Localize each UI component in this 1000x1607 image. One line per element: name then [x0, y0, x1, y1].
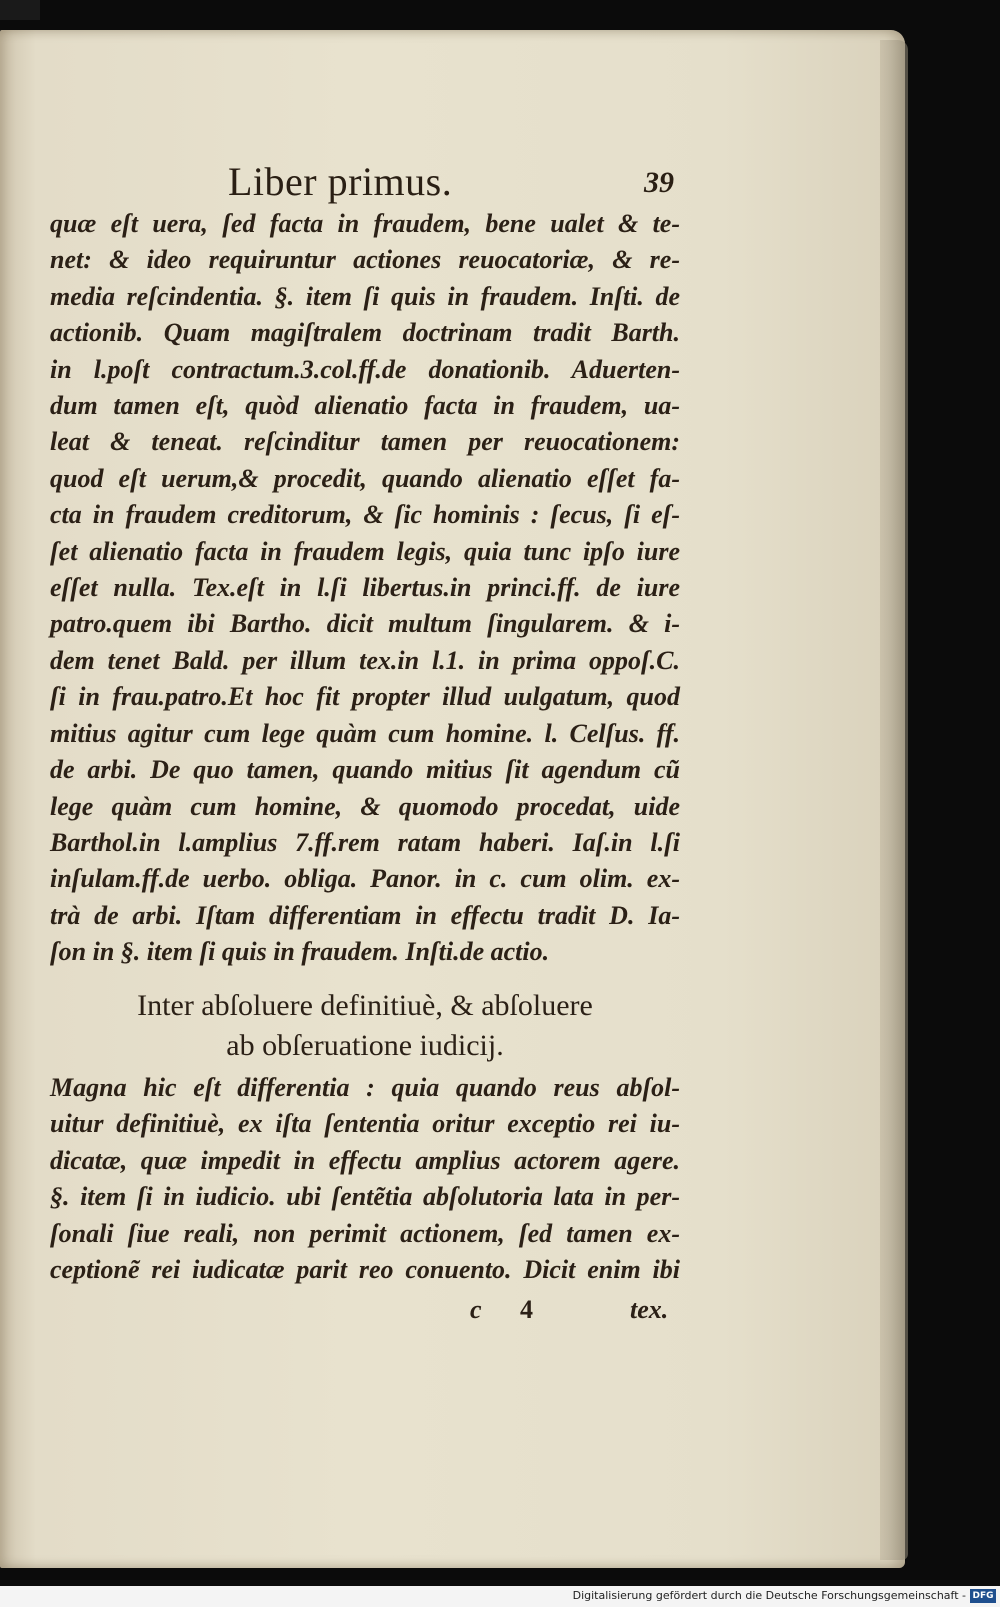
signature-line	[470, 1295, 680, 1329]
text-line: quod eſt uerum,& procedit, quando alienatio eſſet fa-	[50, 463, 680, 493]
folio-number: 39	[644, 166, 674, 199]
text-line: patro.quem ibi Bartho. dicit multum ſingularem. & i-	[50, 609, 680, 639]
section-heading-line: ab obſeruatione iudicij.	[226, 1029, 504, 1062]
text-line: quæ eſt uera, ſed facta in fraudem, bene ualet & te-	[50, 209, 680, 238]
text-line: uitur definitiuè, ex iſta ſententia oritur exceptio rei iu-	[50, 1109, 680, 1139]
text-line: ſet alienatio facta in fraudem legis, quia tunc ipſo iure	[50, 536, 680, 566]
text-line: net: & ideo requiruntur actiones reuocatoriæ, & re-	[50, 245, 680, 275]
section-heading	[50, 986, 680, 1066]
signature-mark: c	[470, 1295, 482, 1324]
text-line: eſſet nulla. Tex.eſt in l.ſi libertus.in princi.ff. de iure	[50, 573, 680, 603]
text-line: in l.poſt contractum.3.col.ff.de donationib. Aduerten-	[50, 354, 680, 384]
running-head-title: Liber primus.	[228, 159, 453, 204]
funding-notice: Digitalisierung gefördert durch die Deutsche Forschungsgemeinschaft -	[572, 1589, 966, 1602]
text-line: ſonali ſiue reali, non perimit actionem, ſed tamen ex-	[50, 1218, 680, 1248]
footer-bar	[0, 1586, 1000, 1607]
signature-number: 4	[520, 1295, 533, 1324]
text-line: lege quàm cum homine, & quomodo procedat, uide	[50, 791, 680, 821]
text-line: ſon in §. item ſi quis in fraudem. Inſti.de actio.	[50, 937, 550, 967]
text-line: ſi in frau.patro.Et hoc fit propter illud uulgatum, quod	[50, 682, 680, 712]
text-line: §. item ſi in iudicio. ubi ſentẽtia abſolutoria lata in per-	[50, 1182, 680, 1212]
section-heading-line: Inter abſoluere definitiuè, & abſoluere	[137, 989, 593, 1022]
text-line: actionib. Quam magiſtralem doctrinam tradit Barth.	[50, 318, 680, 348]
catchword: tex.	[630, 1295, 669, 1324]
text-line: inſulam.ff.de uerbo. obliga. Panor. in c. cum olim. ex-	[50, 864, 680, 894]
text-line: leat & teneat. reſcinditur tamen per reuocationem:	[50, 427, 680, 457]
scan-corner	[0, 0, 40, 20]
text-line: Magna hic eſt differentia : quia quando reus abſol-	[50, 1073, 680, 1102]
text-line: dem tenet Bald. per illum tex.in l.1. in prima oppoſ.C.	[50, 645, 680, 675]
text-line: Barthol.in l.amplius 7.ff.rem ratam haberi. Iaſ.in l.ſi	[50, 827, 680, 857]
text-line: dum tamen eſt, quòd alienatio facta in fraudem, ua-	[50, 391, 680, 421]
dfg-logo: DFG	[970, 1589, 996, 1603]
text-line: mitius agitur cum lege quàm cum homine. l. Celſus. ff.	[50, 718, 680, 748]
text-line: cta in fraudem creditorum, & ſic hominis : ſecus, ſi eſ-	[50, 500, 680, 530]
running-head	[0, 158, 905, 208]
body-text-block-1	[50, 206, 680, 971]
book-page	[0, 30, 905, 1568]
text-line: de arbi. De quo tamen, quando mitius ſit agendum cũ	[50, 755, 680, 785]
text-line: trà de arbi. Iſtam differentiam in effectu tradit D. Ia-	[50, 900, 680, 930]
body-text-block-2	[50, 1070, 680, 1288]
page-edge-shadow	[880, 40, 908, 1560]
text-line: dicatæ, quæ impedit in effectu amplius actorem agere.	[50, 1145, 680, 1175]
text-line: media reſcindentia. §. item ſi quis in fraudem. Inſti. de	[50, 281, 680, 311]
text-line: ceptionẽ rei iudicatæ parit reo conuento. Dicit enim ibi	[50, 1255, 680, 1285]
